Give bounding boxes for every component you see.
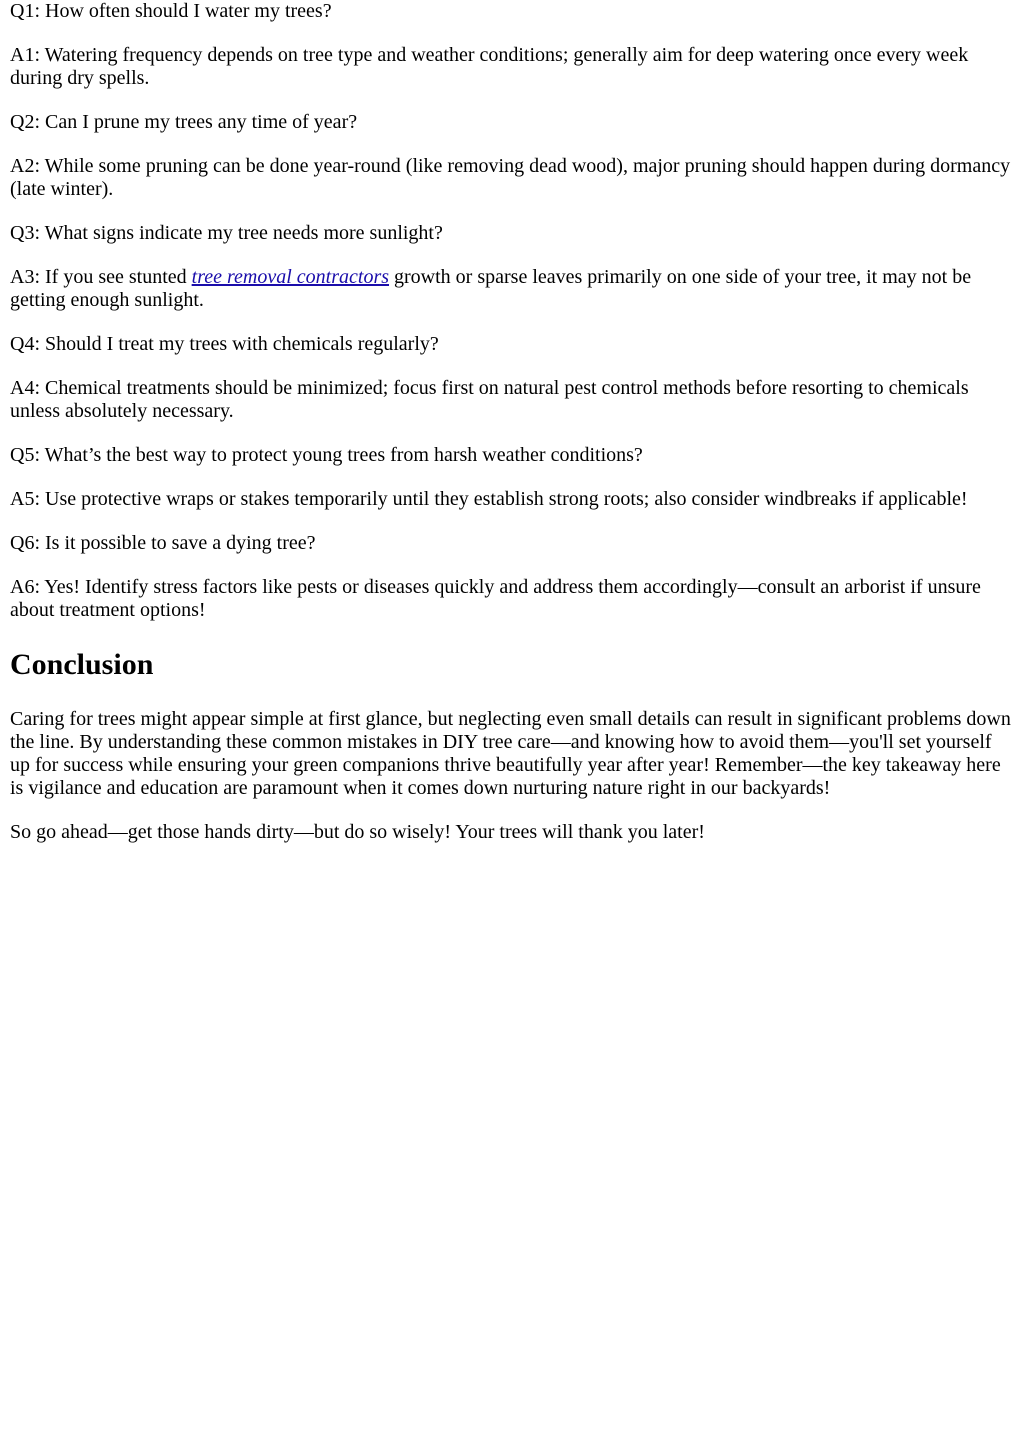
faq-answer-1: A1: Watering frequency depends on tree type and weather conditions; generally aim for deep watering once every week during dry spells. xyxy=(10,44,969,89)
conclusion-paragraph-2: So go ahead—get those hands dirty—but do so wisely! Your trees will thank you later! xyxy=(10,821,705,843)
faq-question-6: Q6: Is it possible to save a dying tree? xyxy=(10,532,316,554)
faq-answer-2: A2: While some pruning can be done year-round (like removing dead wood), major pruning should happen during dormancy (late winter). xyxy=(10,155,1011,200)
faq-answer-4: A4: Chemical treatments should be minimized; focus first on natural pest control methods before resorting to chemicals unless absolutely necessary. xyxy=(10,377,969,422)
faq-question-2: Q2: Can I prune my trees any time of year? xyxy=(10,111,358,133)
faq-answer-3-text-before: A3: If you see stunted xyxy=(10,266,192,288)
faq-answer-3-text-after: growth or sparse leaves primarily on one side of your tree, it may not be getting enough sunlight. xyxy=(10,266,972,311)
faq-answer-3 xyxy=(10,266,1014,312)
tree-removal-contractors-link[interactable]: tree removal contractors xyxy=(191,266,390,288)
faq-question-4: Q4: Should I treat my trees with chemicals regularly? xyxy=(10,333,439,355)
faq-question-3: Q3: What signs indicate my tree needs more sunlight? xyxy=(10,222,443,244)
faq-answer-5: A5: Use protective wraps or stakes temporarily until they establish strong roots; also consider windbreaks if applicable! xyxy=(10,488,968,510)
conclusion-paragraph-1: Caring for trees might appear simple at first glance, but neglecting even small details can result in significant problems down the line. By understanding these common mistakes in DIY tree care—and knowing how to avoid them—you'll set yourself up for success while ensuring your green companions thrive beautifully year after year! Remember—the key takeaway here is vigilance and education are paramount when it comes down nurturing nature right in our backyards! xyxy=(10,708,1011,799)
faq-question-5: Q5: What’s the best way to protect young trees from harsh weather conditions? xyxy=(10,444,643,466)
faq-answer-6: A6: Yes! Identify stress factors like pests or diseases quickly and address them accordingly—consult an arborist if unsure about treatment options! xyxy=(10,576,981,621)
faq-question-1: Q1: How often should I water my trees? xyxy=(10,0,332,22)
conclusion-heading: Conclusion xyxy=(10,648,154,681)
